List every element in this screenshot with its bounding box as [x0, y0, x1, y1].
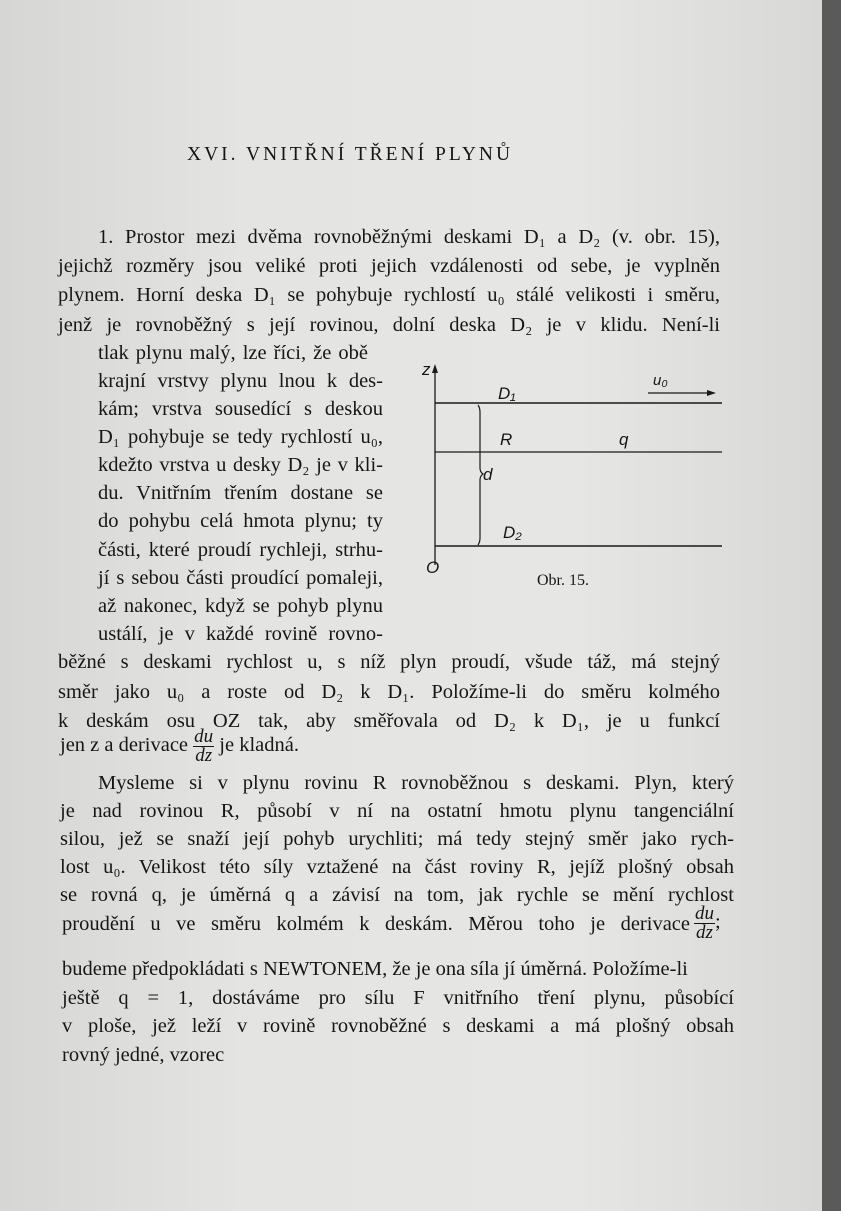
figure-15 [410, 360, 730, 600]
label-u0: u₀ [653, 372, 668, 389]
text-line: ještě q = 1, dostáváme pro sílu F vnitřního tření plynu, působící [62, 987, 734, 1009]
label-d: d [483, 465, 493, 484]
label-origin: O [426, 558, 440, 577]
fraction-denominator: dz [696, 922, 713, 943]
fraction-numerator: du [695, 903, 714, 924]
text-line: krajní vrstvy plynu lnou k des- [98, 370, 383, 392]
label-q: q [619, 430, 629, 449]
text-line: ustálí, je v každé rovině rovno- [98, 623, 383, 645]
text-line [62, 957, 734, 981]
text-fragment: jen z a derivace [60, 734, 189, 757]
label-z: z [422, 360, 431, 379]
text-line: du. Vnitřním třením dostane se [98, 482, 383, 504]
author-name: NEWTONEM [262, 958, 383, 980]
chapter-title: XVI. VNITŘNÍ TŘENÍ PLYNŮ [187, 144, 514, 165]
text-line-with-derivative [60, 728, 299, 765]
text-fragment: proudění u ve směru kolmém k deskám. Měrou toho je derivace [62, 912, 690, 935]
text-line: kdežto vrstva u desky D₂ je v kli- [98, 454, 383, 476]
text-line: silou, jež se snaží její pohyb urychliti; má tedy stejný směr jako rych- [60, 828, 734, 850]
text-line: běžné s deskami rychlost u, s níž plyn proudí, všude táž, má stejný [58, 651, 720, 673]
text-line: plynem. Horní deska D₁ se pohybuje rychlostí u₀ stálé velikosti i směru, [58, 284, 720, 306]
text-line: až nakonec, když se pohyb plynu [98, 595, 383, 617]
text-line: tlak plynu malý, lze říci, že obě [98, 342, 368, 364]
label-d1: D₁ [498, 384, 516, 403]
text-line: části, které proudí rychleji, strhu- [98, 539, 383, 561]
text-fragment: budeme předpokládati s [62, 958, 263, 980]
fraction-denominator: dz [195, 745, 213, 766]
text-line: D₁ pohybuje se tedy rychlostí u₀, [98, 426, 383, 448]
text-line: k deskám osu OZ tak, aby směřovala od D₂ k D₁, je u funkcí [58, 710, 720, 732]
plates-diagram [410, 360, 730, 600]
text-fragment: , že je ona síla jí úměrná. Položíme-li [382, 958, 688, 980]
text-line: se rovná q, je úměrná q a závisí na tom, jak rychle se mění rychlost [60, 884, 734, 906]
text-line: do pohybu celá hmota plynu; ty [98, 510, 383, 532]
text-line: lost u₀. Velikost této síly vztažené na část roviny R, jejíž plošný obsah [60, 856, 734, 878]
derivative-du-dz [694, 905, 715, 942]
text-line-with-derivative [62, 905, 738, 942]
text-line: rovný jedné, vzorec [62, 1044, 225, 1066]
text-line: směr jako u₀ a roste od D₂ k D₁. Položíme-li do směru kolmého [58, 681, 720, 703]
text-line: kám; vrstva sousedící s deskou [98, 398, 383, 420]
text-fragment: je kladná. [219, 734, 299, 757]
derivative-du-dz [193, 728, 214, 765]
figure-caption: Obr. 15. [537, 572, 589, 589]
fraction-numerator: du [194, 726, 214, 747]
text-line: v ploše, jež leží v rovině rovnoběžné s deskami a má plošný obsah [62, 1015, 734, 1037]
label-r: R [500, 430, 513, 449]
text-line: Mysleme si v plynu rovinu R rovnoběžnou s deskami. Plyn, který [98, 772, 734, 794]
label-d2: D₂ [503, 523, 522, 542]
text-line: jenž je rovnoběžný s její rovinou, dolní deska D₂ je v klidu. Není-li [58, 314, 720, 336]
z-axis-arrowhead [432, 364, 438, 373]
text-fragment: ; [715, 911, 721, 934]
text-line: jejichž rozměry jsou veliké proti jejich vzdálenosti od sebe, je vyplněn [58, 255, 720, 277]
text-line: jí s sebou části proudící pomaleji, [98, 567, 383, 589]
velocity-arrowhead [707, 390, 716, 396]
text-line: 1. Prostor mezi dvěma rovnoběžnými deskami D₁ a D₂ (v. obr. 15), [98, 226, 720, 248]
text-line: je nad rovinou R, působí v ní na ostatní hmotu plynu tangenciální [60, 800, 734, 822]
